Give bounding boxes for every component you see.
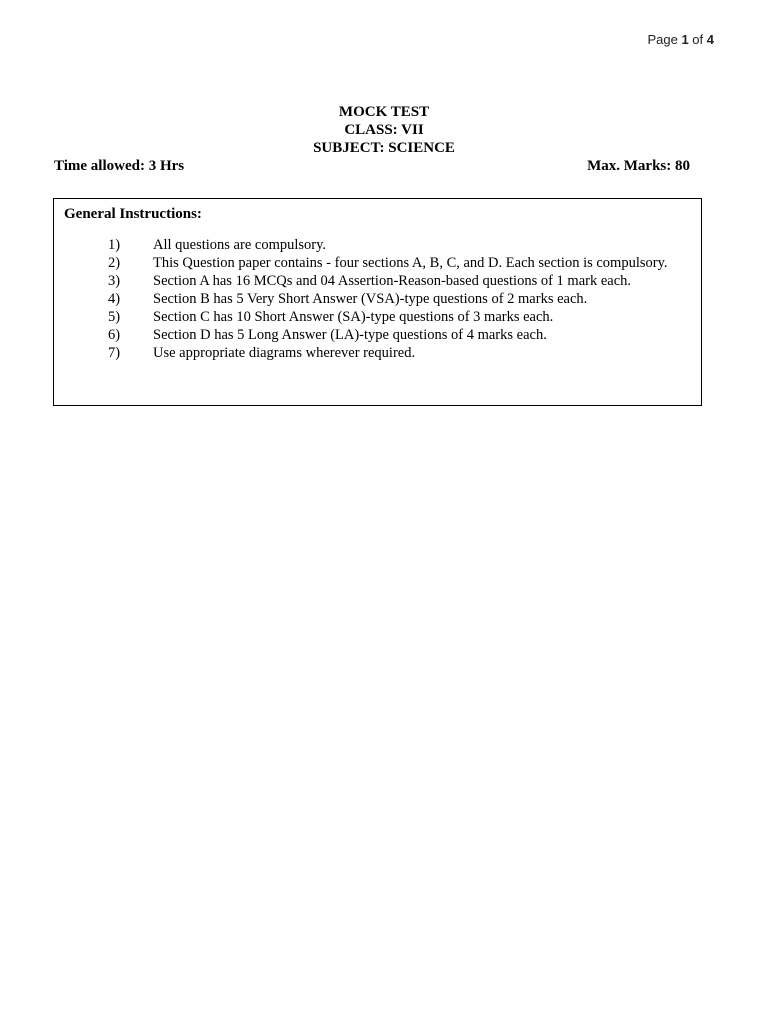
page-number <box>647 32 714 47</box>
instruction-text: Section C has 10 Short Answer (SA)-type questions of 3 marks each. <box>153 309 554 325</box>
instruction-item <box>54 308 701 326</box>
instruction-item <box>54 236 701 254</box>
subject-label: SUBJECT: SCIENCE <box>313 140 455 156</box>
instruction-number: 5) <box>108 309 121 325</box>
current-page: 1 <box>681 32 689 47</box>
page-label: Page <box>647 32 678 47</box>
instruction-item <box>54 344 701 362</box>
instruction-number: 7) <box>108 345 121 361</box>
instruction-text: Section B has 5 Very Short Answer (VSA)-type questions of 2 marks each. <box>153 291 588 307</box>
instruction-number: 1) <box>108 237 121 253</box>
instruction-item <box>54 254 701 272</box>
total-pages: 4 <box>706 32 714 47</box>
instruction-item <box>54 290 701 308</box>
page-separator: of <box>692 32 704 47</box>
instruction-number: 3) <box>108 273 121 289</box>
instruction-text: Section D has 5 Long Answer (LA)-type questions of 4 marks each. <box>153 327 547 343</box>
instruction-number: 4) <box>108 291 121 307</box>
instruction-text: Use appropriate diagrams wherever required. <box>153 345 416 361</box>
document-header <box>0 103 768 157</box>
instruction-number: 6) <box>108 327 121 343</box>
instruction-number: 2) <box>108 255 121 271</box>
max-marks: Max. Marks: 80 <box>587 158 690 174</box>
instructions-box <box>53 198 702 406</box>
instruction-text: This Question paper contains - four sections A, B, C, and D. Each section is compulsory. <box>153 255 668 271</box>
instruction-text: Section A has 16 MCQs and 04 Assertion-Reason-based questions of 1 mark each. <box>153 273 632 289</box>
instruction-text: All questions are compulsory. <box>153 237 327 253</box>
instructions-list <box>54 236 701 362</box>
time-allowed: Time allowed: 3 Hrs <box>54 158 185 174</box>
instructions-title: General Instructions: <box>64 206 202 222</box>
class-label: CLASS: VII <box>344 122 424 138</box>
instruction-item <box>54 272 701 290</box>
instruction-item <box>54 326 701 344</box>
test-title: MOCK TEST <box>338 104 430 120</box>
